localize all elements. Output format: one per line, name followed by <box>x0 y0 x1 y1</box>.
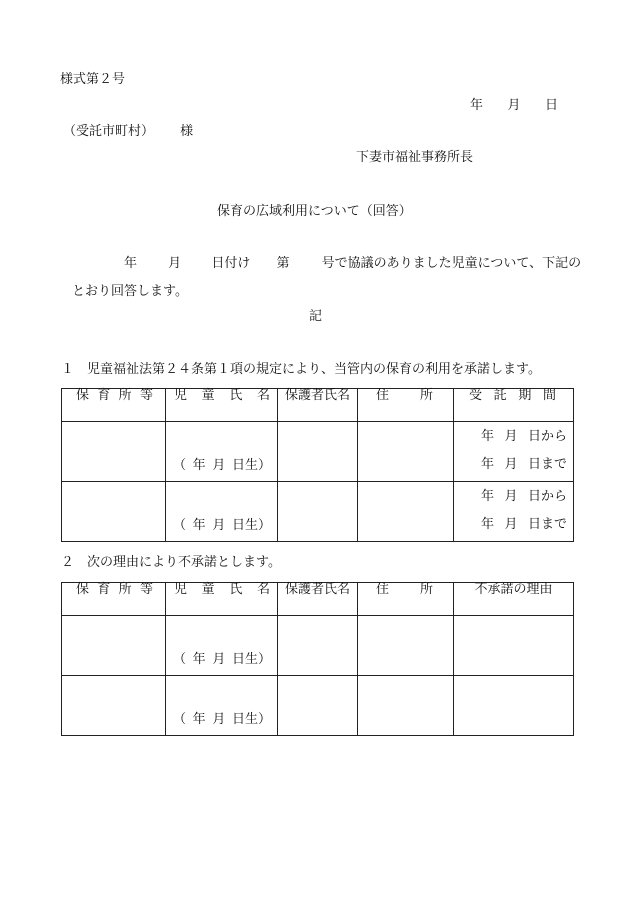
address-cell[interactable] <box>358 482 454 542</box>
facility-cell[interactable] <box>62 482 166 542</box>
header-address: 住 所 <box>358 583 454 616</box>
addressee <box>63 125 193 138</box>
child-name-cell[interactable] <box>166 616 278 676</box>
table-row <box>62 616 574 676</box>
reason-cell[interactable] <box>454 676 574 736</box>
address-cell[interactable] <box>358 676 454 736</box>
period-to: 年 月 日まで <box>481 517 567 532</box>
date-year: 年 <box>470 98 484 113</box>
guardian-cell[interactable] <box>278 616 358 676</box>
header-child-name: 児 童 氏 名 <box>166 583 278 616</box>
sender: 下妻市福祉事務所長 <box>356 150 474 165</box>
header-facility: 保 育 所 等 <box>62 389 166 422</box>
period-from: 年 月 日から <box>481 429 567 444</box>
header-reason: 不承諾の理由 <box>454 583 574 616</box>
addressee-name: （受託市町村） <box>63 124 155 139</box>
guardian-cell[interactable] <box>278 676 358 736</box>
table-row <box>62 482 574 542</box>
body-no-suffix: 号で協議のありました児童について、下記の <box>321 256 582 271</box>
guardian-cell[interactable] <box>278 482 358 542</box>
address-cell[interactable] <box>358 422 454 482</box>
period-cell[interactable] <box>454 482 574 542</box>
section1-heading: １ 児童福祉法第２４条第１項の規定により、当管内の保育の利用を承諾します。 <box>61 362 541 377</box>
date-month: 月 <box>507 98 521 113</box>
date-day: 日 <box>544 98 558 113</box>
rejection-table <box>61 582 574 736</box>
period-cell[interactable] <box>454 422 574 482</box>
approval-table <box>61 388 574 542</box>
child-name-cell[interactable] <box>166 422 278 482</box>
section2-heading: ２ 次の理由により不承諾とします。 <box>61 555 281 570</box>
period-from: 年 月 日から <box>481 489 567 504</box>
body-line-2: とおり回答します。 <box>72 284 188 299</box>
birth-date: （ 年 月 日生） <box>173 652 271 667</box>
header-guardian: 保護者氏名 <box>278 583 358 616</box>
body-dated: 日付け <box>211 256 251 271</box>
header-period: 受 託 期 間 <box>454 389 574 422</box>
birth-date: （ 年 月 日生） <box>173 458 271 473</box>
facility-cell[interactable] <box>62 616 166 676</box>
table-row <box>62 676 574 736</box>
birth-date: （ 年 月 日生） <box>173 712 271 727</box>
body-no-prefix: 第 <box>276 256 290 271</box>
child-name-cell[interactable] <box>166 482 278 542</box>
table-row <box>62 422 574 482</box>
document-title: 保育の広域利用について（回答） <box>217 204 412 219</box>
body-line-1 <box>124 257 581 270</box>
guardian-cell[interactable] <box>278 422 358 482</box>
header-child-name: 児 童 氏 名 <box>166 389 278 422</box>
facility-cell[interactable] <box>62 676 166 736</box>
header-address: 住 所 <box>358 389 454 422</box>
birth-date: （ 年 月 日生） <box>173 518 271 533</box>
approval-header-row <box>62 389 574 422</box>
period-to: 年 月 日まで <box>481 457 567 472</box>
addressee-honorific: 様 <box>180 124 194 139</box>
facility-cell[interactable] <box>62 422 166 482</box>
address-cell[interactable] <box>358 616 454 676</box>
reason-cell[interactable] <box>454 616 574 676</box>
body-month: 月 <box>168 256 182 271</box>
header-facility: 保 育 所 等 <box>62 583 166 616</box>
child-name-cell[interactable] <box>166 676 278 736</box>
body-year: 年 <box>124 256 138 271</box>
form-number: 様式第２号 <box>60 72 126 87</box>
ki-mark: 記 <box>309 309 323 324</box>
rejection-header-row <box>62 583 574 616</box>
header-guardian: 保護者氏名 <box>278 389 358 422</box>
date-line <box>470 99 558 112</box>
